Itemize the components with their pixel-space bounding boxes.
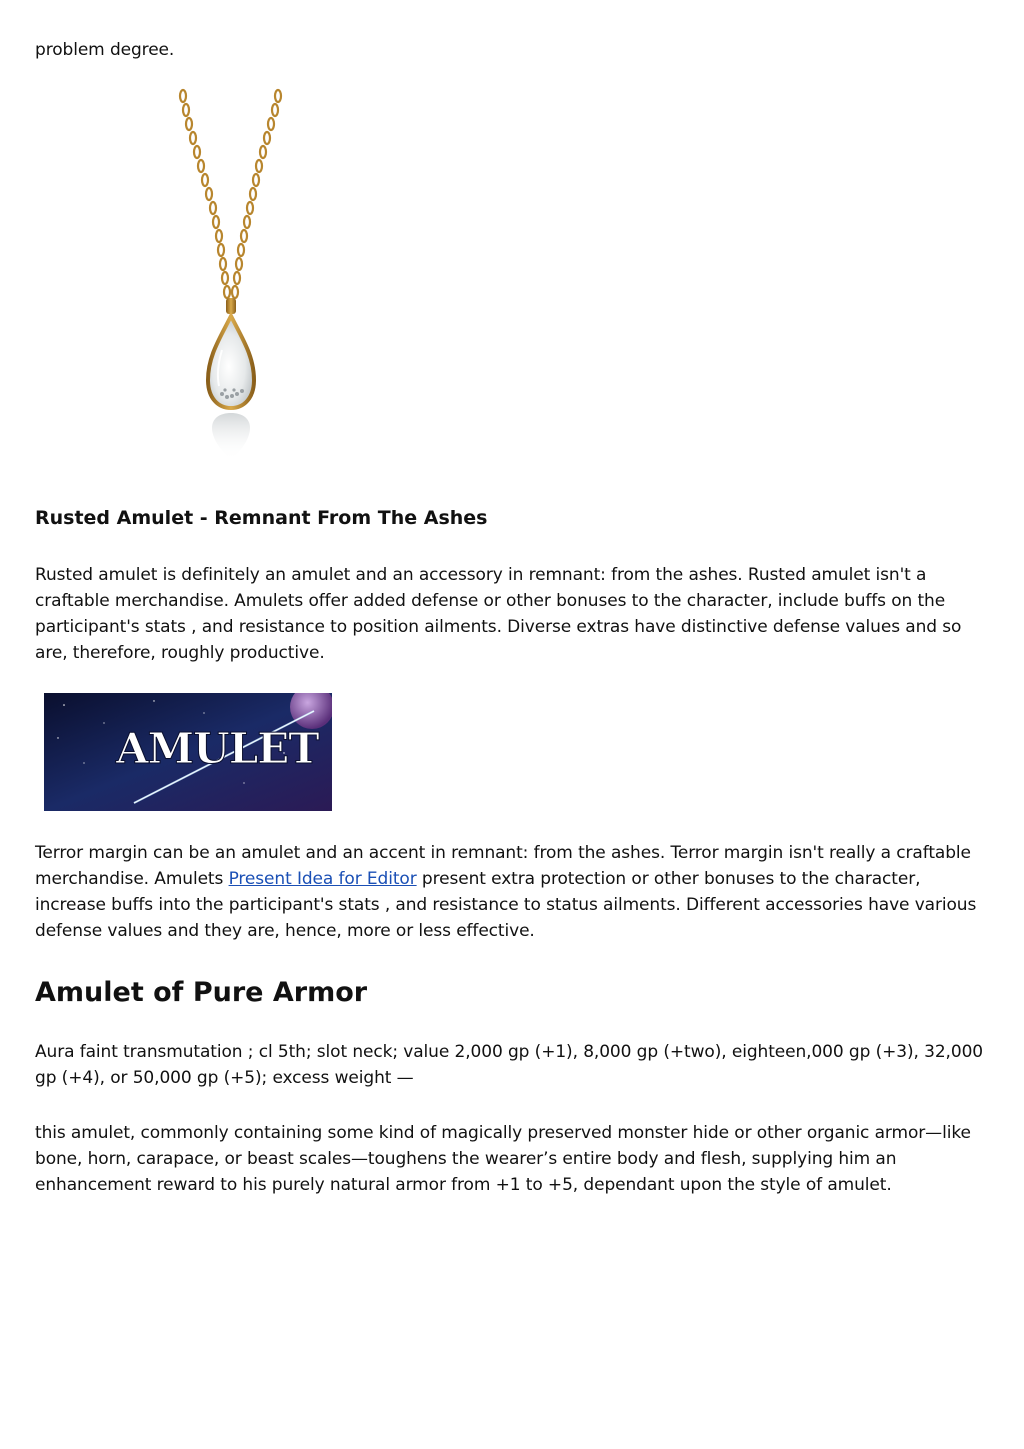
section-heading-pure-armor: Amulet of Pure Armor bbox=[35, 977, 368, 1008]
paragraph-aura-stats: Aura faint transmutation ; cl 5th; slot neck; value 2,000 gp (+1), 8,000 gp (+two), eighteen,000 gp (+3), 32,000 gp (+4), or 50,000 gp (+5); excess weight — bbox=[35, 1042, 984, 1088]
banner-logo-text: AMULET bbox=[116, 724, 319, 773]
paragraph-terror-margin bbox=[35, 840, 990, 944]
necklace-image bbox=[160, 88, 300, 468]
paragraph-rusted-amulet: Rusted amulet is definitely an amulet and an accessory in remnant: from the ashes. Rusted amulet isn't a craftable merchandise. Amulets offer added defense or other bonuses to the character, include buffs on the participant's stats , and resistance to position ailments. Diverse extras have distinctive defense values and so are, therefore, roughly productive. bbox=[35, 565, 962, 663]
intro-text: problem degree. bbox=[35, 40, 175, 60]
amulet-banner-image bbox=[44, 693, 332, 811]
paragraph-amulet-description: this amulet, commonly containing some kind of magically preserved monster hide or other organic armor—like bone, horn, carapace, or beast scales—toughens the wearer’s entire body and flesh, supplying him an enhancement reward to his purely natural armor from +1 to +5, dependant upon the style of amulet. bbox=[35, 1123, 971, 1195]
paragraph-terror-margin-end: present extra protection or other bonuses to the character, increase buffs into the participant's stats , and resistance to status ailments. Different accessories have various defense values and they are, hence, more or less effective. bbox=[35, 869, 977, 941]
paragraph-terror-margin-start: Terror margin can be an amulet and an accent in remnant: from the ashes. Terror margin isn't really a craftable merchandise. Amulets bbox=[35, 843, 971, 889]
present-idea-link[interactable]: Present Idea for Editor bbox=[228, 869, 417, 889]
section-heading-rusted-amulet: Rusted Amulet - Remnant From The Ashes bbox=[35, 507, 488, 529]
